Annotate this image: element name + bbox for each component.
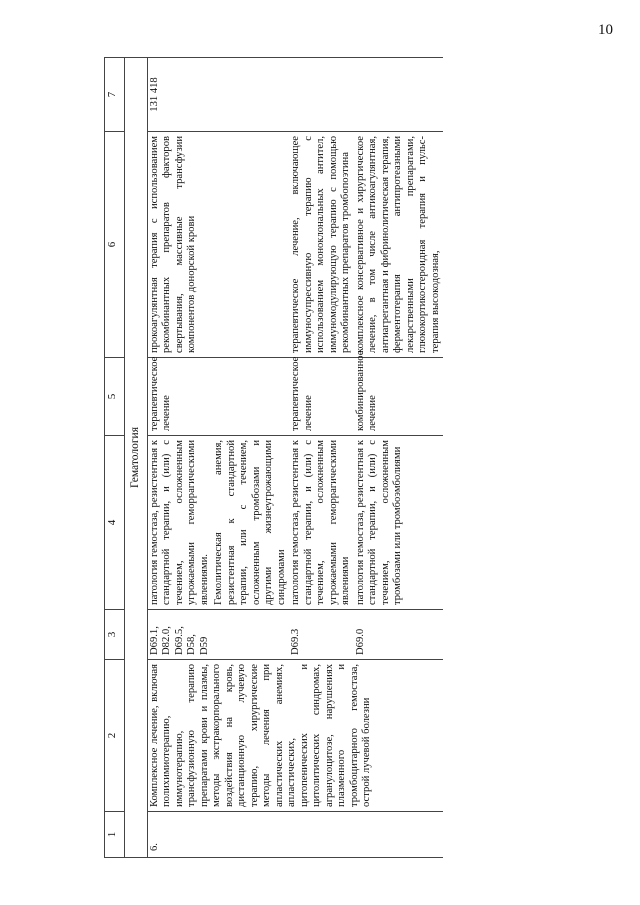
col-num-6: 6: [105, 132, 125, 358]
treatment-method: прокоагулянтная терапия с использованием рекомбинантных препаратов факторов свертывания, массивные трансфузии компонентов донорской крови: [147, 132, 212, 358]
section-row: [125, 58, 148, 858]
procedures-table: [104, 57, 443, 858]
treatment-type: [212, 358, 289, 436]
icd-codes: D69.3: [289, 610, 354, 660]
patient-model: патология гемостаза, резистентная к стандартной терапии, и (или) с течением, осложненным угрожаемыми геморрагическими явлениями.: [147, 436, 212, 610]
patient-model: Гемолитическая анемия, резистентная к стандартной терапии, или с течением, осложненным тромбозами и другими жизнеугрожающими синдромами: [212, 436, 289, 610]
treatment-method: терапевтическое лечение, включающее иммуносупрессивную терапию с использованием моноклональных антител, иммуномодулирующую терапию с помощью рекомбинантных препаратов тромбопоэтина: [289, 132, 354, 358]
treatment-type: комбинированное лечение: [354, 358, 444, 436]
cost: [212, 58, 289, 132]
col-num-4: 4: [105, 436, 125, 610]
cost: [354, 58, 444, 132]
treatment-method: [212, 132, 289, 358]
col-num-2: 2: [105, 660, 125, 812]
icd-codes: [212, 610, 289, 660]
col-num-5: 5: [105, 358, 125, 436]
table-rotator: [104, 58, 584, 858]
patient-model: патология гемостаза, резистентная к стандартной терапии, и (или) с течением, осложненным тромбозами или тромбоэмболиями: [354, 436, 444, 610]
row-number: [212, 812, 289, 858]
col-num-7: 7: [105, 58, 125, 132]
procedure-name: Комплексное лечение, включая полихимиотерапию, иммунотерапию, трансфузионную терапию препаратами крови и плазмы, методы экстракорпорального воздействия на кровь, дистанционную лучевую терапию, хирургические методы лечения при апластических анемиях, апластических, цитопенических и цитолитических синдромах, агранулоцитозе, нарушениях плазменного и тромбоцитарного гемостаза, острой лучевой болезни: [147, 660, 443, 812]
table-row: [147, 58, 212, 858]
icd-codes: D69.1, D82.0, D69.5, D58, D59: [147, 610, 212, 660]
col-num-3: 3: [105, 610, 125, 660]
row-number: [289, 812, 354, 858]
treatment-type: терапевтическое лечение: [289, 358, 354, 436]
column-number-row: [105, 58, 125, 858]
row-number: 6.: [147, 812, 212, 858]
row-number: [354, 812, 444, 858]
treatment-type: терапевтическое лечение: [147, 358, 212, 436]
section-title: Гематология: [125, 58, 148, 858]
page-number: 10: [598, 22, 613, 38]
icd-codes: D69.0: [354, 610, 444, 660]
treatment-method: комплексное консервативное и хирургическое лечение, в том числе антикоагулянтная, антиагрегантная и фибринолитическая терапия, ферментотерапия антипротеазными лекарственными препаратами, глюкокортикостероидная терапия и пульс-терапия высокодозная,: [354, 132, 444, 358]
cost: [289, 58, 354, 132]
patient-model: патология гемостаза, резистентная к стандартной терапии, и (или) с течением, осложненным угрожаемыми геморрагическими явлениями: [289, 436, 354, 610]
cost: 131 418: [147, 58, 212, 132]
col-num-1: 1: [105, 812, 125, 858]
